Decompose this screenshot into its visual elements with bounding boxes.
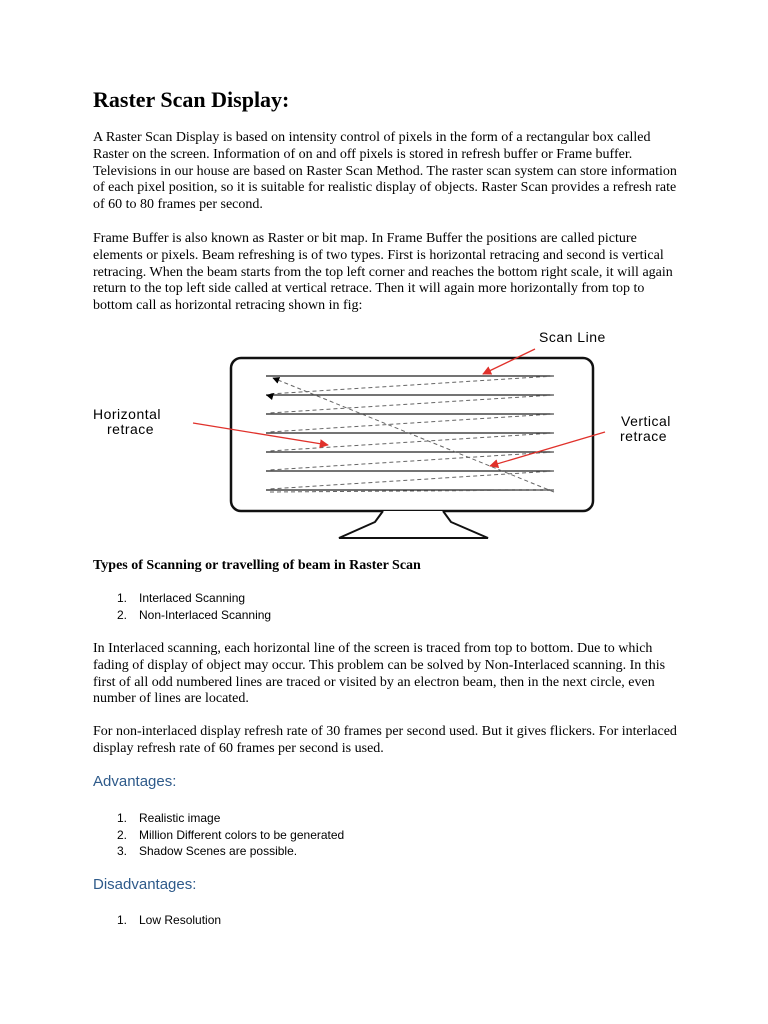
scan-line-label: Scan Line [539, 329, 606, 345]
vertical-label: Vertical [621, 413, 671, 429]
horizontal-retrace-label: retrace [107, 421, 155, 437]
list-item [93, 607, 271, 624]
list-number: 2. [117, 827, 128, 842]
list-item-text: Low Resolution [139, 913, 222, 927]
disadvantages-list [93, 912, 221, 929]
vertical-retrace-label: retrace [620, 428, 668, 444]
list-number: 1. [117, 811, 128, 825]
list-number: 2. [117, 607, 128, 622]
horizontal-label: Horizontal [93, 406, 162, 422]
advantages-list [93, 810, 344, 860]
list-item [93, 810, 344, 827]
list-item [93, 590, 271, 607]
list-number: 1. [117, 913, 128, 927]
refresh-rate-paragraph: For non-interlaced display refresh rate of 30 frames per second used. But it gives flickers. For interlaced display refresh rate of 60 frames per second is used. [93, 724, 677, 756]
frame-buffer-paragraph: Frame Buffer is also known as Raster or bit map. In Frame Buffer the positions are called picture elements or pixels. Beam refreshing is of two types. First is horizontal retracing and second is vertical retracing. When the beam starts from the top left corner and reaches the bottom right scale, it will again return to the top left side called at vertical retrace. Then it will again more horizontally from top to bottom call as horizontal retracing shown in fig: [93, 231, 673, 314]
list-item [93, 912, 221, 929]
list-number: 3. [117, 844, 128, 858]
intro-paragraph: A Raster Scan Display is based on intensity control of pixels in the form of a rectangular box called Raster on the screen. Information of on and off pixels is stored in refresh buffer or Frame buffer. Televisions in our house are based on Raster Scan Method. The raster scan system can store information of each pixel position, so it is suitable for realistic display of objects. Raster Scan provides a refresh rate of 60 to 80 frames per second. [93, 130, 677, 213]
list-item-text: Shadow Scenes are possible. [139, 844, 298, 858]
page-title: Raster Scan Display: [93, 87, 290, 112]
interlaced-paragraph: In Interlaced scanning, each horizontal line of the screen is traced from top to bottom. Due to which fading of display of object may occur. This problem can be solved by Non-Interlaced scanning. In this first of all odd numbered lines are traced or visited by an electron beam, then in the next circle, even number of lines are located. [93, 641, 666, 707]
disadvantages-heading: Disadvantages: [93, 876, 197, 893]
advantages-heading: Advantages: [93, 773, 177, 790]
list-item-text: Interlaced Scanning [139, 591, 246, 605]
list-item [93, 827, 344, 844]
list-item-text: Non-Interlaced Scanning [139, 607, 272, 622]
list-item-text: Realistic image [139, 811, 221, 825]
list-item [93, 843, 344, 860]
list-number: 1. [117, 591, 128, 605]
monitor-stand [339, 511, 488, 538]
types-heading: Types of Scanning or travelling of beam in Raster Scan [93, 558, 421, 573]
raster-scan-figure [93, 325, 703, 543]
types-list [93, 590, 271, 623]
list-item-text: Million Different colors to be generated [139, 827, 345, 842]
